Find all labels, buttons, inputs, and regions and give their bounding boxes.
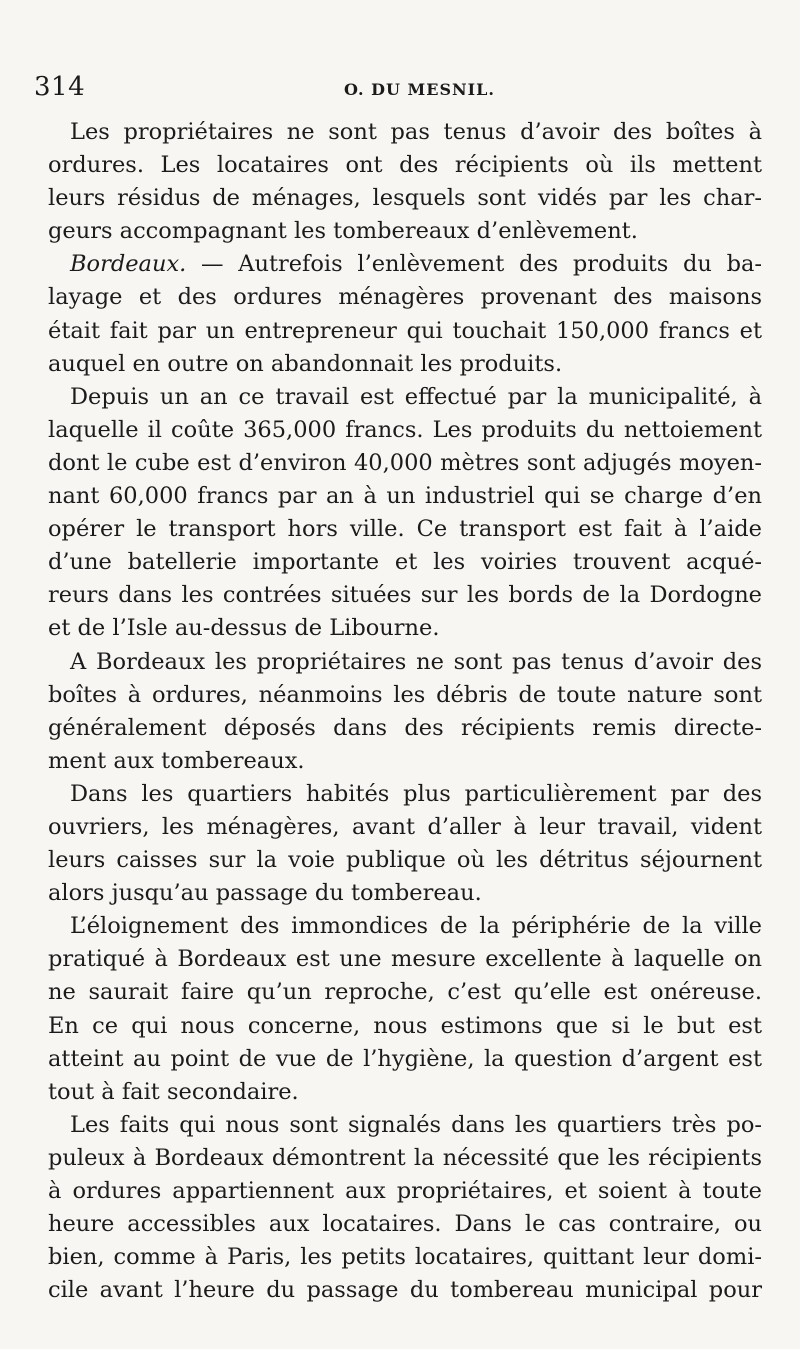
text-line: Les propriétaires ne sont pas tenus d’avoir des boîtes à: [70, 119, 762, 145]
text-line: d’une batellerie importante et les voiries trouvent acqué-: [48, 549, 762, 576]
text-line: nant 60,000 francs par an à un industriel qui se charge d’en: [48, 483, 762, 510]
text-line: leurs caisses sur la voie publique où les détritus séjournent: [48, 847, 762, 874]
section-place-name: Bordeaux.: [70, 251, 187, 278]
text-line: bien, comme à Paris, les petits locataires, quittant leur domi-: [48, 1244, 762, 1271]
text-line: opérer le transport hors ville. Ce transport est fait à l’aide: [48, 516, 762, 543]
text-line: geurs accompagnant les tombereaux d’enlèvement.: [48, 218, 638, 245]
text-line: [48, 248, 762, 281]
text-line: A Bordeaux les propriétaires ne sont pas tenus d’avoir des: [70, 648, 762, 675]
running-head: O. DU MESNIL.: [344, 80, 495, 99]
text-line: layage et des ordures ménagères provenant des maisons: [48, 284, 762, 311]
text-line: leurs résidus de ménages, lesquels sont vidés par les char-: [48, 185, 762, 212]
text-line: Les faits qui nous sont signalés dans les quartiers très po-: [70, 1111, 762, 1138]
text-line-rest: — Autrefois l’enlèvement des produits du ba-: [186, 251, 762, 278]
text-line: atteint au point de vue de l’hygiène, la question d’argent est: [48, 1045, 762, 1072]
text-line: et de l’Isle au-dessus de Libourne.: [48, 615, 440, 642]
text-line: cile avant l’heure du passage du tombereau municipal pour: [48, 1277, 762, 1304]
page-number: 314: [34, 72, 86, 102]
text-line: tout à fait secondaire.: [48, 1078, 299, 1105]
body-text: [48, 116, 762, 1307]
page-header: [34, 72, 774, 106]
text-line: Depuis un an ce travail est effectué par la municipalité, à: [70, 383, 762, 410]
text-line: reurs dans les contrées situées sur les bords de la Dordogne: [48, 582, 762, 609]
text-line: ouvriers, les ménagères, avant d’aller à leur travail, vident: [48, 813, 762, 840]
text-line: L’éloignement des immondices de la périphérie de la ville: [70, 913, 762, 940]
text-line: pratiqué à Bordeaux est une mesure excellente à laquelle on: [48, 946, 762, 973]
text-line: auquel en outre on abandonnait les produits.: [48, 350, 563, 377]
text-line: puleux à Bordeaux démontrent la nécessité que les récipients: [48, 1144, 762, 1171]
text-line: alors jusqu’au passage du tombereau.: [48, 880, 482, 907]
text-line: généralement déposés dans des récipients remis directe-: [48, 714, 762, 741]
text-line: ne saurait faire qu’un reproche, c’est qu’elle est onéreuse.: [48, 979, 762, 1006]
text-line: boîtes à ordures, néanmoins les débris de toute nature sont: [48, 681, 762, 708]
text-line: heure accessibles aux locataires. Dans le cas contraire, ou: [48, 1211, 762, 1238]
text-line: dont le cube est d’environ 40,000 mètres sont adjugés moyen-: [48, 449, 762, 476]
text-line: ment aux tombereaux.: [48, 747, 305, 774]
text-line: laquelle il coûte 365,000 francs. Les produits du nettoiement: [48, 416, 762, 443]
text-line: à ordures appartiennent aux propriétaires, et soient à toute: [48, 1178, 762, 1204]
text-line: Dans les quartiers habités plus particulièrement par des: [70, 780, 762, 807]
text-line: En ce qui nous concerne, nous estimons que si le but est: [48, 1012, 762, 1039]
text-line: était fait par un entrepreneur qui touchait 150,000 francs et: [48, 317, 762, 344]
text-line: ordures. Les locataires ont des récipients où ils mettent: [48, 152, 762, 179]
